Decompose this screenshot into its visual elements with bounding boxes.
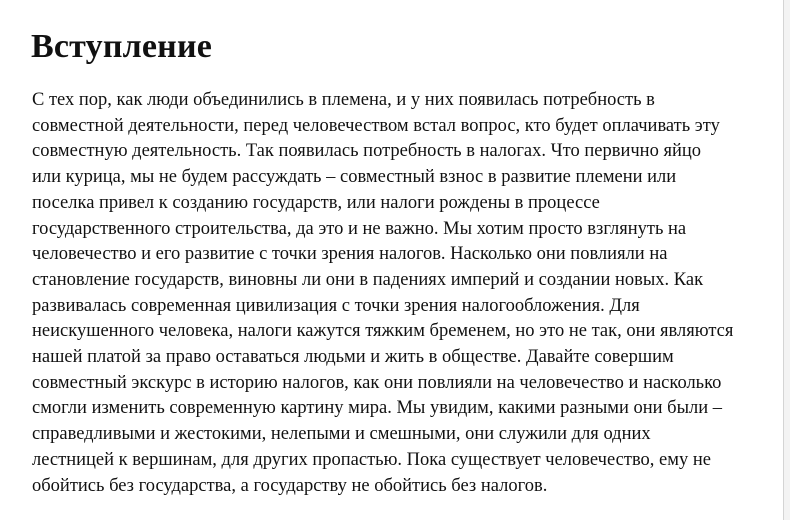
intro-paragraph [32,88,762,499]
window-right-border [783,0,790,520]
paragraph-line: становление государств, виновны ли они в падениях империй и создании новых. Как [32,269,704,290]
paragraph-line: совместный экскурс в историю налогов, как они повлияли на человечество и насколько [32,372,722,393]
paragraph-line: совместной деятельности, перед человечеством встал вопрос, кто будет оплачивать эту [32,115,720,136]
paragraph-line: государственного строительства, да это и не важно. Мы хотим просто взглянуть на [32,218,687,239]
page-title: Вступление [31,28,213,65]
paragraph-line: совместную деятельность. Так появилась потребность в налогах. Что первично яйцо [32,141,702,162]
paragraph-line: или курица, мы не будем рассуждать – совместный взнос в развитие племени или [32,167,677,188]
paragraph-line: С тех пор, как люди объединились в племена, и у них появилась потребность в [32,90,655,110]
paragraph-line: смогли изменить современную картину мира. Мы увидим, какими разными они были – [32,398,723,419]
paragraph-line: неискушенного человека, налоги кажутся тяжким бременем, но это не так, они являются [32,321,734,342]
paragraph-line: развивалась современная цивилизация с точки зрения налогообложения. Для [32,295,640,316]
paragraph-line: лестницей к вершинам, для других пропастью. Пока существует человечество, ему не [32,449,711,470]
paragraph-line: человечество и его развитие с точки зрения налогов. Насколько они повлияли на [32,244,668,265]
paragraph-line: справедливыми и жестокими, нелепыми и смешными, они служили для одних [32,424,651,445]
paragraph-line: обойтись без государства, а государству не обойтись без налогов. [32,475,548,496]
paragraph-line: нашей платой за право оставаться людьми и жить в обществе. Давайте совершим [32,347,674,368]
paragraph-line: поселка привел к созданию государств, или налоги рождены в процессе [32,192,600,213]
